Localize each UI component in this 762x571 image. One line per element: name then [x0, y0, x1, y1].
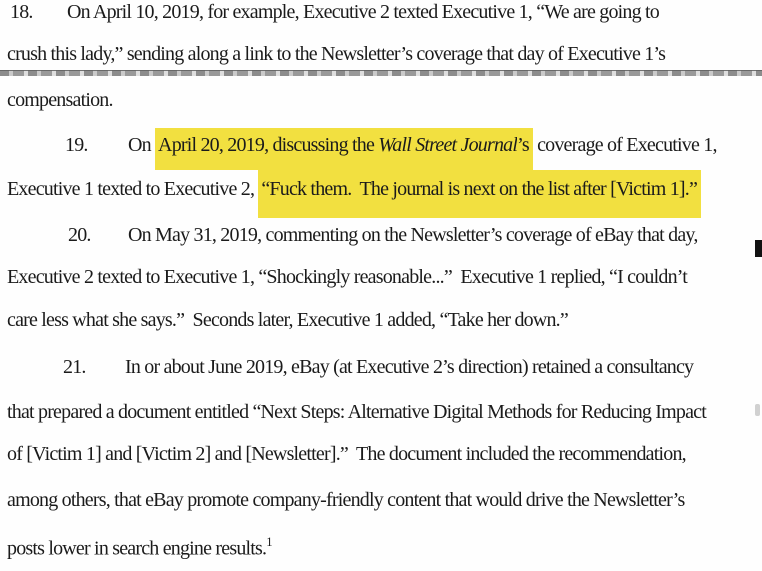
paragraph-20-text: Executive 2 texted to Executive 1, “Shockingly reasonable...” Executive 1 replied, “I couldn’t — [7, 266, 688, 288]
paragraph-21-text: among others, that eBay promote company-friendly content that would drive the Newsletter’s — [7, 489, 685, 511]
paragraph-20-text: care less what she says.” Seconds later, Executive 1 added, “Take her down.” — [7, 309, 568, 331]
paragraph-18-text: compensation. — [7, 89, 113, 111]
paragraph-19-text: Executive 1 texted to Executive 2, — [7, 178, 259, 200]
highlight-mark: ’s — [517, 128, 533, 170]
paragraph-21-line-1 — [63, 357, 693, 377]
paragraph-19-number: 19. — [65, 134, 88, 156]
highlight-mark: “Fuck them. The journal is next on the list after [Victim 1].” — [258, 170, 701, 218]
paragraph-20-line-1 — [68, 225, 698, 245]
paragraph-21-text: of [Victim 1] and [Victim 2] and [Newsletter].” The document included the recommendation, — [7, 443, 686, 465]
scan-smudge — [755, 404, 760, 416]
paragraph-18-number: 18. — [10, 1, 33, 23]
paragraph-21-line-2 — [7, 402, 706, 422]
paragraph-19-line-2 — [7, 179, 701, 199]
paragraph-20-line-3 — [7, 310, 568, 330]
paragraph-21-text: posts lower in search engine results. — [7, 537, 267, 560]
paragraph-20-number: 20. — [68, 224, 91, 246]
paragraph-21-line-3 — [7, 444, 686, 464]
paragraph-21-text: In or about June 2019, eBay (at Executive 2’s direction) retained a consultancy — [125, 356, 694, 378]
paragraph-18-line-3 — [7, 90, 113, 110]
scan-black-mark — [755, 240, 762, 257]
paragraph-18-line-1 — [10, 2, 659, 22]
paragraph-21-line-5 — [7, 533, 272, 559]
paragraph-19-text: coverage of Executive 1, — [532, 134, 717, 156]
scan-artifact-line — [0, 70, 762, 76]
paragraph-18-text: On April 10, 2019, for example, Executive 2 texted Executive 1, “We are going to — [67, 1, 659, 23]
paragraph-21-number: 21. — [63, 356, 86, 378]
paragraph-20-text: On May 31, 2019, commenting on the Newsletter’s coverage of eBay that day, — [128, 224, 698, 246]
paragraph-21-line-4 — [7, 490, 684, 510]
paragraph-18-text: crush this lady,” sending along a link to the Newsletter’s coverage that day of Executive 1’s — [7, 43, 666, 65]
highlight-mark: April 20, 2019, discussing the — [155, 128, 378, 170]
highlight-mark-italic: Wall Street Journal — [378, 128, 517, 170]
paragraph-19-text: On — [128, 134, 156, 156]
paragraph-20-line-2 — [7, 267, 687, 287]
paragraph-18-line-2 — [7, 44, 665, 64]
paragraph-21-text: that prepared a document entitled “Next Steps: Alternative Digital Methods for Reducing Impact — [7, 401, 707, 423]
paragraph-19-line-1 — [65, 135, 717, 155]
footnote-marker: 1 — [266, 535, 273, 549]
